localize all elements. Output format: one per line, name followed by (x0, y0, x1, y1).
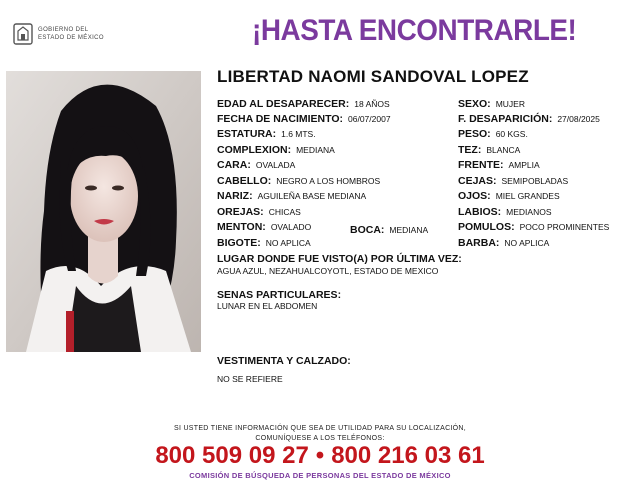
phone-number-1: 800 509 09 27 (155, 442, 309, 469)
field-label: CEJAS: (458, 175, 497, 187)
field-value: AMPLIA (508, 160, 540, 170)
field-value: AGUILEÑA BASE MEDIANA (257, 191, 367, 201)
field-value: 06/07/2007 (348, 114, 391, 124)
field-bigote (217, 235, 311, 250)
last-seen-label: LUGAR DONDE FUE VISTO(A) POR ÚLTIMA VEZ: (217, 253, 462, 265)
field-orejas (217, 204, 301, 219)
field-label: CARA: (217, 159, 251, 171)
field-label: POMULOS: (458, 221, 515, 233)
field-value: BLANCA (486, 145, 521, 155)
field-value: NO APLICA (504, 238, 550, 248)
field-label: ESTATURA: (217, 128, 277, 140)
field-sexo (458, 96, 525, 111)
field-barba (458, 235, 549, 250)
field-label: FECHA DE NACIMIENTO: (217, 113, 343, 125)
field-value: CHICAS (268, 207, 301, 217)
field-value: 27/08/2025 (557, 114, 600, 124)
field-value: NEGRO A LOS HOMBROS (276, 176, 381, 186)
clothing-value: NO SE REFIERE (217, 374, 283, 384)
field-fecha-desaparicion (458, 111, 600, 126)
field-tez (458, 142, 520, 157)
field-peso (458, 126, 528, 141)
person-name: LIBERTAD NAOMI SANDOVAL LOPEZ (217, 67, 529, 86)
field-estatura (217, 126, 316, 141)
field-label: MENTON: (217, 221, 266, 233)
field-value: 60 KGS. (495, 129, 528, 139)
field-value: MEDIANA (389, 225, 429, 235)
field-label: BARBA: (458, 237, 500, 249)
field-label: NARIZ: (217, 190, 253, 202)
contact-note (0, 424, 640, 444)
contact-note-line-2: COMUNÍQUESE A LOS TELÉFONOS: (255, 435, 385, 442)
field-boca (350, 222, 428, 237)
field-label: TEZ: (458, 144, 482, 156)
phone-numbers (0, 442, 640, 470)
field-value: OVALADO (270, 222, 312, 232)
field-value: POCO PROMINENTES (519, 222, 610, 232)
field-edad (217, 96, 390, 111)
field-fecha-nacimiento (217, 111, 391, 126)
contact-note-line-1: SI USTED TIENE INFORMACIÓN QUE SEA DE UTILIDAD PARA SU LOCALIZACIÓN, (173, 425, 467, 432)
field-labios (458, 204, 552, 219)
field-label: F. DESAPARICIÓN: (458, 113, 553, 125)
field-cejas (458, 173, 568, 188)
field-cara (217, 157, 295, 172)
field-label: COMPLEXION: (217, 144, 292, 156)
clothing-label: VESTIMENTA Y CALZADO: (217, 355, 351, 367)
marks-label: SENAS PARTICULARES: (217, 289, 342, 301)
field-ojos (458, 188, 560, 203)
field-value: MIEL GRANDES (495, 191, 560, 201)
field-value: MUJER (495, 99, 525, 109)
field-label: BIGOTE: (217, 237, 261, 249)
field-label: OREJAS: (217, 206, 264, 218)
field-menton (217, 219, 311, 234)
field-pomulos (458, 219, 609, 234)
field-value: MEDIANA (296, 145, 335, 155)
phone-number-2: 800 216 03 61 (331, 442, 485, 469)
headline: ¡HASTA ENCONTRARLE! (252, 14, 577, 47)
field-value: MEDIANOS (506, 207, 552, 217)
field-label: CABELLO: (217, 175, 272, 187)
last-seen-value: AGUA AZUL, NEZAHUALCOYOTL, ESTADO DE MEXICO (217, 266, 439, 276)
field-value: NO APLICA (265, 238, 311, 248)
gov-line-2: ESTADO DE MÉXICO (38, 35, 104, 41)
field-value: 1.6 MTS. (281, 129, 316, 139)
field-label: BOCA: (350, 224, 385, 236)
commission-name: COMISIÓN DE BÚSQUEDA DE PERSONAS DEL ESTADO DE MÉXICO (189, 471, 451, 480)
field-label: EDAD AL DESAPARECER: (217, 98, 350, 110)
field-label: LABIOS: (458, 206, 502, 218)
marks-value: LUNAR EN EL ABDOMEN (217, 301, 318, 311)
crest-icon (12, 22, 34, 46)
field-label: PESO: (458, 128, 491, 140)
field-value: SEMIPOBLADAS (501, 176, 569, 186)
phone-separator: • (315, 442, 325, 469)
field-complexion (217, 142, 335, 157)
field-value: 18 AÑOS (354, 99, 390, 109)
government-logo (12, 22, 132, 48)
field-nariz (217, 188, 366, 203)
field-label: OJOS: (458, 190, 491, 202)
field-cabello (217, 173, 380, 188)
field-frente (458, 157, 540, 172)
gov-line-1: GOBIERNO DEL (38, 27, 89, 33)
field-label: FRENTE: (458, 159, 504, 171)
person-photo (6, 71, 201, 352)
field-value: OVALADA (255, 160, 296, 170)
portrait-image (6, 71, 201, 352)
field-label: SEXO: (458, 98, 491, 110)
